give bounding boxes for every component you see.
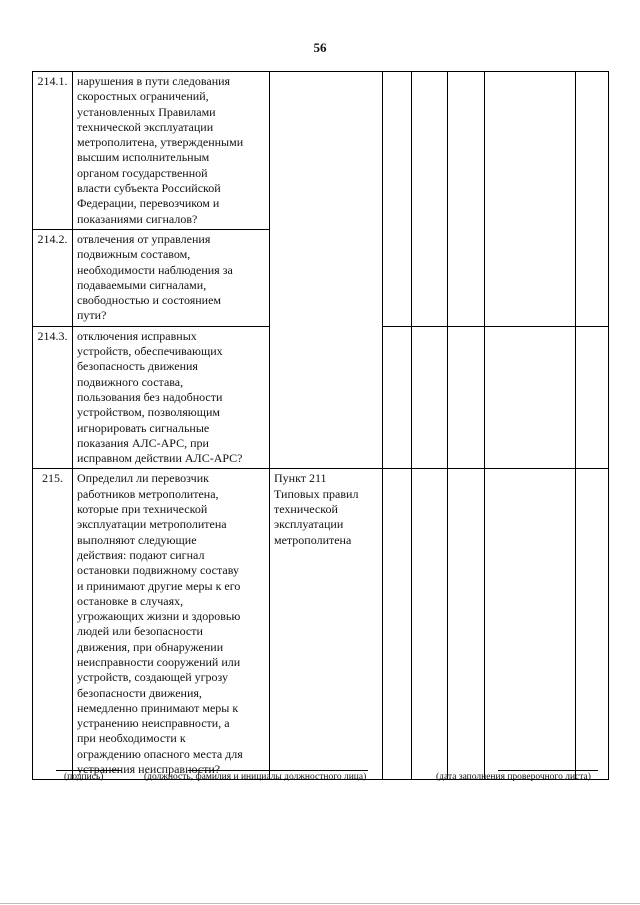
row-number: 214.2. (33, 229, 73, 326)
reference-cell: Пункт 211 Типовых правил технической эксплуатации метрополитена (270, 469, 383, 780)
signature-line (56, 770, 122, 771)
notes-cell (485, 469, 576, 780)
page-edge (0, 903, 640, 904)
no-cell (412, 469, 448, 780)
notes-cell (485, 326, 576, 469)
row-number: 214.3. (33, 326, 73, 469)
not-applicable-cell (448, 469, 485, 780)
yes-cell (383, 72, 412, 327)
extra-cell (576, 326, 609, 469)
date-label: (дата заполнения проверочного листа) (436, 772, 591, 782)
no-cell (412, 326, 448, 469)
question-text: отвлечения от управления подвижным составом, необходимости наблюдения за подаваемыми сигналами, свободностью и состоянием пути? (73, 229, 270, 326)
extra-cell (576, 469, 609, 780)
question-text: отключения исправных устройств, обеспечивающих безопасность движения подвижного состава, пользования без надобности устройством, позволяющим игнорировать сигнальные показания АЛС-АРС, при исправном действии АЛС-АРС? (73, 326, 270, 469)
question-text: Определил ли перевозчик работников метрополитена, которые при технической эксплуатации метрополитена выполняют следующие действия: подают сигнал остановки подвижному составу и принимают другие меры к его остановке в случаях, угрожающих жизни и здоровью людей или безопасности движения, при обнаружении неисправности сооружений или устройств, создающей угрозу безопасности движения, немедленно принимают меры к устранению неисправности, а при необходимости к ограждению опасного места для устранения неисправности? (73, 469, 270, 780)
not-applicable-cell (448, 72, 485, 327)
signature-label: (подпись) (64, 772, 104, 782)
yes-cell (383, 469, 412, 780)
checklist-table (32, 71, 609, 780)
yes-cell (383, 326, 412, 469)
page-number: 56 (313, 40, 327, 55)
row-number: 215. (33, 469, 73, 780)
position-label: (должность, фамилия и инициалы должностного лица) (144, 772, 367, 782)
position-line (188, 770, 368, 771)
extra-cell (576, 72, 609, 327)
table-row (33, 469, 609, 780)
no-cell (412, 72, 448, 327)
notes-cell (485, 72, 576, 327)
row-number: 214.1. (33, 72, 73, 230)
not-applicable-cell (448, 326, 485, 469)
reference-cell (270, 72, 383, 469)
question-text: нарушения в пути следования скоростных ограничений, установленных Правилами технической эксплуатации метрополитена, утвержденными высшим исполнительным органом государственной власти субъекта Российской Федерации, перевозчиком и показаниями сигналов? (73, 72, 270, 230)
table-row (33, 72, 609, 230)
date-line (498, 770, 598, 771)
